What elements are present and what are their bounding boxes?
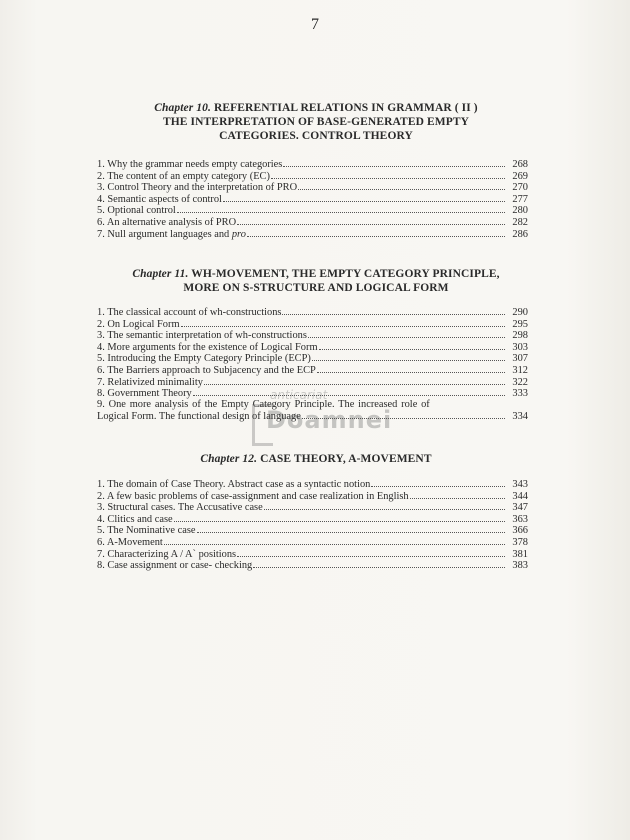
page-number: 7 [311, 16, 319, 33]
chapter-10-entries [97, 158, 528, 239]
toc-entry: 2. On Logical Form 295 [97, 318, 528, 330]
toc-entry: 4. Semantic aspects of control 277 [97, 193, 528, 205]
toc-entry: 6. An alternative analysis of PRO 282 [97, 216, 528, 228]
chapter-label: Chapter 12. [200, 453, 258, 465]
chapter-title-line: WH-MOVEMENT, THE EMPTY CATEGORY PRINCIPLE, [191, 268, 500, 280]
toc-entry: 7. Null argument languages and pro 286 [97, 228, 528, 240]
toc-entry-first-line: 9. One more analysis of the Empty Category Principle. The increased role of [97, 398, 430, 410]
chapter-title-line: CATEGORIES. CONTROL THEORY [219, 130, 413, 142]
toc-entry: 8. Case assignment or case- checking 383 [97, 560, 528, 572]
toc-entry: 7. Characterizing A / A` positions 381 [97, 548, 528, 560]
toc-entry: 3. The semantic interpretation of wh-constructions 298 [97, 330, 528, 342]
toc-entry: 2. The content of an empty category (EC) 269 [97, 170, 528, 182]
chapter-10-heading [96, 101, 536, 143]
toc-entry: 4. Clitics and case 363 [97, 513, 528, 525]
toc-entry: 8. Government Theory 333 [97, 388, 528, 400]
toc-entry: 6. The Barriers approach to Subjacency and the ECP 312 [97, 364, 528, 376]
watermark-small-text: anticariat [270, 388, 328, 402]
watermark-big-text: Doamnei [266, 406, 393, 434]
toc-entry: 1. Why the grammar needs empty categories 268 [97, 159, 528, 170]
chapter-11-entries [97, 306, 528, 422]
chapter-title-line: REFERENTIAL RELATIONS IN GRAMMAR ( II ) [213, 102, 478, 114]
toc-entry: Logical Form. The functional design of language 334 [97, 411, 528, 423]
chapter-title-line: THE INTERPRETATION OF BASE-GENERATED EMPTY [162, 116, 469, 128]
toc-entry: 5. Introducing the Empty Category Principle (ECP) 307 [97, 353, 528, 365]
toc-entry: 3. Structural cases. The Accusative case 347 [97, 502, 528, 514]
chapter-label: Chapter 10. [154, 102, 211, 114]
chapter-11-heading [96, 267, 536, 295]
chapter-title-line: CASE THEORY, A-MOVEMENT [260, 453, 432, 465]
toc-entry: 7. Relativized minimality 322 [97, 376, 528, 388]
toc-entry: 5. Optional control 280 [97, 205, 528, 217]
toc-entry: 5. The Nominative case 366 [97, 525, 528, 537]
toc-entry: 4. More arguments for the existence of Logical Form 303 [97, 341, 528, 353]
chapter-title-line: MORE ON S-STRUCTURE AND LOGICAL FORM [183, 282, 449, 294]
chapter-12-entries [97, 478, 528, 571]
chapter-12-heading [96, 452, 536, 466]
toc-entry: 2. A few basic problems of case-assignment and case realization in English 344 [97, 490, 528, 502]
toc-entry: 6. A-Movement 378 [97, 536, 528, 548]
toc-entry: 1. The domain of Case Theory. Abstract case as a syntactic notion 343 [97, 479, 528, 490]
toc-entry: 3. Control Theory and the interpretation of PRO 270 [97, 182, 528, 194]
toc-entry: 1. The classical account of wh-constructions 290 [97, 307, 528, 318]
chapter-label: Chapter 11. [132, 268, 189, 280]
